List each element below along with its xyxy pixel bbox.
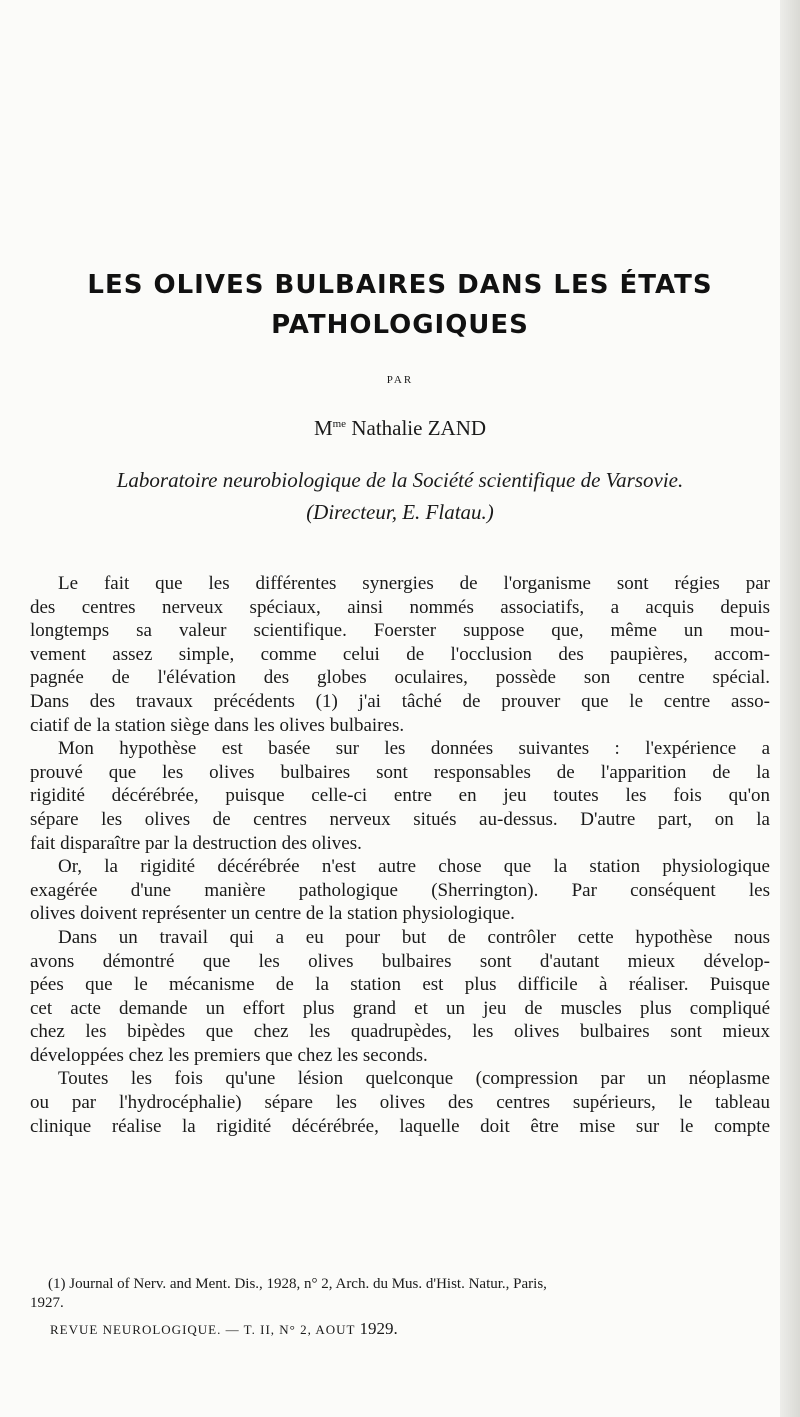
text-line: Toutes les fois qu'une lésion quelconque (compression par un néoplasme — [58, 1068, 770, 1090]
page-edge-shadow — [780, 0, 800, 1417]
author-sup: me — [332, 418, 347, 430]
journal-footer-text: REVUE NEUROLOGIQUE. — T. II, N° 2, AOUT — [50, 1322, 356, 1337]
text-line: Dans un travail qui a eu pour but de contrôler cette hypothèse nous — [58, 926, 770, 948]
article-title-line-2: PATHOLOGIQUES — [271, 310, 529, 340]
author-surname: Nathalie ZAND — [346, 416, 487, 440]
text-line: Mon hypothèse est basée sur les données suivantes : l'expérience a — [58, 738, 770, 760]
text-line: chez les bipèdes que chez les quadrupèdes, les olives bulbaires sont mieux — [30, 1021, 770, 1043]
author-name — [0, 416, 800, 441]
text-line: clinique réalise la rigidité décérébrée, laquelle doit être mise sur le compte — [30, 1115, 770, 1137]
footnote-line-1: (1) Journal of Nerv. and Ment. Dis., 1928, n° 2, Arch. du Mus. d'Hist. Natur., Paris, — [48, 1276, 547, 1292]
text-line: développées chez les premiers que chez les seconds. — [30, 1044, 428, 1066]
footnote-line-2: 1927. — [30, 1295, 64, 1311]
text-line: Or, la rigidité décérébrée n'est autre chose que la station physiologique — [58, 856, 770, 878]
text-line: prouvé que les olives bulbaires sont responsables de l'apparition de la — [30, 761, 770, 783]
text-line: Le fait que les différentes synergies de l'organisme sont régies par — [58, 573, 770, 594]
text-line: sépare les olives de centres nerveux situés au-dessus. D'autre part, on la — [30, 808, 770, 830]
byline-par: PAR — [386, 374, 414, 386]
affiliation-line-2: (Directeur, E. Flatau.) — [306, 500, 494, 524]
paragraph — [30, 1067, 770, 1138]
text-line: pagnée de l'élévation des globes oculaires, possède son centre spécial. — [30, 667, 770, 689]
text-line: ciatif de la station siège dans les olives bulbaires. — [30, 714, 405, 736]
text-line: rigidité décérébrée, puisque celle-ci entre en jeu toutes les fois qu'on — [30, 785, 770, 807]
text-line: vement assez simple, comme celui de l'occlusion des paupières, accom- — [30, 643, 770, 665]
text-line: pées que le mécanisme de la station est plus difficile à réaliser. Puisque — [30, 974, 770, 996]
affiliation-line-1: Laboratoire neurobiologique de la Société scientifique de Varsovie. — [116, 468, 684, 492]
text-line: des centres nerveux spéciaux, ainsi nommés associatifs, a acquis depuis — [30, 596, 770, 618]
text-line: Dans des travaux précédents (1) j'ai tâché de prouver que le centre asso- — [30, 690, 770, 712]
paragraph — [30, 926, 770, 1068]
paragraph — [30, 855, 770, 926]
text-line: fait disparaître par la destruction des olives. — [30, 832, 362, 854]
text-line: avons démontré que les olives bulbaires sont d'autant mieux dévelop- — [30, 950, 770, 972]
footnote — [30, 1275, 770, 1313]
paragraph — [30, 572, 770, 737]
text-line: exagérée d'une manière pathologique (Sherrington). Par conséquent les — [30, 879, 770, 901]
paragraph — [30, 737, 770, 855]
journal-footer — [50, 1319, 398, 1339]
text-line: olives doivent représenter un centre de la station physiologique. — [30, 903, 515, 925]
text-line: longtemps sa valeur scientifique. Foerster suppose que, même un mou- — [30, 620, 770, 642]
article-body — [30, 572, 770, 1138]
journal-footer-year: 1929. — [359, 1319, 398, 1338]
text-line: cet acte demande un effort plus grand et un jeu de muscles plus compliqué — [30, 997, 770, 1019]
article-title-line-1: LES OLIVES BULBAIRES DANS LES ÉTATS — [87, 270, 713, 300]
author-prefix: M — [313, 416, 333, 440]
text-line: ou par l'hydrocéphalie) sépare les olives des centres supérieurs, le tableau — [30, 1092, 770, 1114]
